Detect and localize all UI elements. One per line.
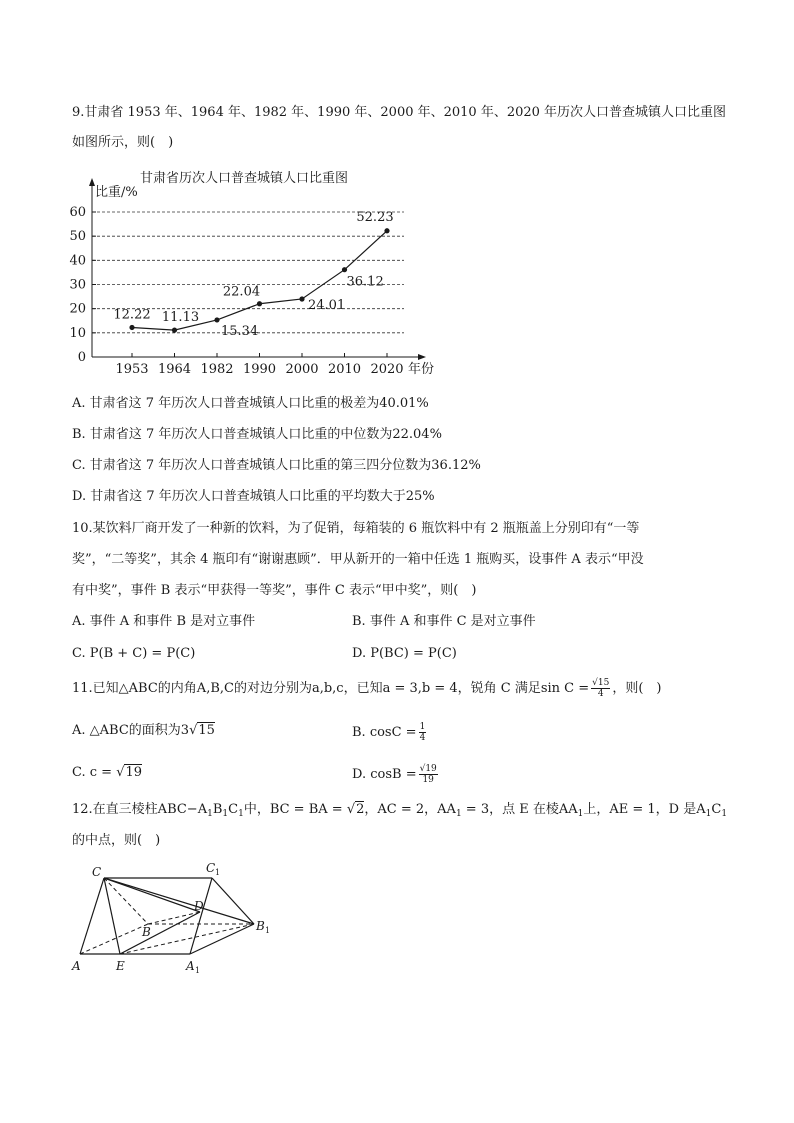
q11-option-d-num: √19 [419,764,437,774]
data-label-2020: 52.23 [356,209,394,225]
q12-sub-2: 1 [222,809,229,819]
q11-stem-frac-num: √15 [592,678,610,688]
q11-option-c-text: C. c = [72,765,113,780]
q10-stem-line1: 10.某饮料厂商开发了一种新的饮料，为了促销，每箱装的 6 瓶饮料中有 2 瓶瓶盖上分别印有“一等 [72,521,640,536]
q10-option-a: A. 事件 A 和事件 B 是对立事件 [72,614,256,629]
q12-text-2: 中，BC = BA = [243,802,343,817]
q11-option-c-radicand: 19 [125,765,143,780]
q12-stem-line2: 的中点，则( ) [72,833,161,848]
q12-text-6: C [711,802,722,817]
edge-a1-b1 [190,924,254,954]
data-point-2010 [342,267,347,272]
y-axis-arrow [89,178,95,186]
q11-option-c: C. c = √19 [72,765,143,780]
x-tick-label-2020: 2020 [370,362,404,377]
x-tick-label-2010: 2010 [327,362,362,377]
y-tick-label-40: 40 [69,253,86,269]
x-tick-label-1990: 1990 [242,362,277,377]
x-tick-label-1982: 1982 [200,362,234,377]
x-axis-label: 年份 [408,362,435,377]
data-label-1953: 12.22 [113,307,151,323]
data-label-2010: 36.12 [346,274,384,290]
q11-stem-text: 11.已知△ABC的内角A,B,C的对边分别为a,b,c，已知a = 3,b = 4，锐角 C 满足sin C = [72,681,590,696]
q12-text-3: ，AC = 2，AA [364,802,456,817]
y-tick-label-50: 50 [69,229,86,245]
x-tick-label-1964: 1964 [157,362,192,377]
q10-option-b: B. 事件 A 和事件 C 是对立事件 [352,614,536,629]
q11-stem-fraction [591,678,610,699]
q9-option-c: C. 甘肃省这 7 年历次人口普查城镇人口比重的第三四分位数为36.12% [72,458,481,473]
q12-text-c: C [228,802,239,817]
y-tick-label-10: 10 [69,325,86,341]
data-label-1982: 15.34 [221,323,259,339]
q11-option-b-num: 1 [419,722,426,732]
q9-stem-line1: 9.甘肃省 1953 年、1964 年、1982 年、1990 年、2000 年、2010 年、2020 年历次人口普查城镇人口比重图 [72,105,727,120]
q12-text-b: B [212,802,223,817]
y-tick-label-30: 30 [69,277,86,293]
q11-stem-tail: ，则( ) [612,681,662,696]
q11-stem [72,678,662,699]
q11-option-d-text: D. cosB = [352,767,417,782]
q12-text-4: = 3，点 E 在棱AA [461,802,578,817]
data-point-1990 [257,301,262,306]
data-point-2000 [299,296,304,301]
y-tick-label-0: 0 [77,350,86,365]
q12-text-5: 上，AE = 1，D 是A [583,802,706,817]
q11-option-b-fraction [419,722,427,743]
q11-option-b-text: B. cosC = [352,725,417,740]
q12-text-1: 12.在直三棱柱ABC−A [72,802,208,817]
label-e: E [116,959,125,973]
y-axis-label: 比重/% [95,185,138,200]
data-label-2000: 24.01 [308,297,346,313]
edge-c-a [80,878,104,954]
label-d: D [194,899,204,913]
q10-option-c: C. P(B + C) = P(C) [72,646,196,661]
prism-figure [68,860,288,980]
q10-stem-line2: 奖”，“二等奖”，其余 4 瓶印有“谢谢惠顾”．甲从新开的一箱中任选 1 瓶购买，设事件 A 表示“甲没 [72,552,644,567]
data-point-2020 [384,228,389,233]
edge-c-d [104,878,200,912]
label-a: A [72,959,81,973]
edge-e-d [120,912,200,954]
y-tick-label-20: 20 [69,301,86,317]
hidden-edge-e-b1 [120,924,254,954]
data-point-1953 [129,325,134,330]
q12-sub-5: 1 [577,809,584,819]
data-label-1990: 22.04 [222,284,261,300]
label-c1-sub: 1 [215,868,221,877]
series-line [132,231,387,330]
label-b1-sub: 1 [265,926,271,935]
hidden-edge-b-d [148,912,200,924]
data-point-1964 [172,328,177,333]
q11-option-a-radicand: 15 [198,723,215,738]
label-c1: C [206,861,216,875]
q12-stem-line1: 12.在直三棱柱$ABC-A_1B_1C_1$中，BC = BA = √2，AC = 2，$AA_1 = 3$，点 E 在棱$AA_1$上，AE = 1，D 是$A_1C_1$ [72,802,728,819]
q11-stem-frac-den: 4 [597,689,604,699]
hidden-edge-a-b [80,924,148,954]
chart-title: 甘肃省历次人口普查城镇人口比重图 [140,171,349,186]
x-tick-label-2000: 2000 [285,362,319,377]
x-axis-arrow [418,354,426,360]
label-c: C [92,865,102,879]
q11-option-a: A. △ABC的面积为3√15 [72,723,215,738]
q9-stem-line2: 如图所示，则( ) [72,135,174,150]
q9-option-d: D. 甘肃省这 7 年历次人口普查城镇人口比重的平均数大于25% [72,489,435,504]
q11-option-d-den: 19 [422,775,434,785]
y-tick-label-60: 60 [69,205,86,220]
label-a1-sub: 1 [195,966,201,975]
q12-sub-7: 1 [721,809,728,819]
q12-sub-1: 1 [207,809,213,819]
q10-option-d: D. P(BC) = P(C) [352,646,457,661]
q11-option-b [352,722,428,743]
label-b: B [142,925,151,939]
label-a1: A [186,959,195,973]
q12-sub-6: 1 [705,809,712,819]
x-tick-label-1953: 1953 [115,362,149,377]
q9-option-b: B. 甘肃省这 7 年历次人口普查城镇人口比重的中位数为22.04% [72,427,442,442]
data-point-1982 [214,317,219,322]
q12-radicand: 2 [356,802,365,817]
q11-option-d [352,764,440,785]
label-b1: B [256,919,265,933]
q9-option-a: A. 甘肃省这 7 年历次人口普查城镇人口比重的极差为40.01% [72,396,429,411]
q11-option-a-text: A. △ABC的面积为3 [72,723,190,738]
q10-stem-line3: 有中奖”，事件 B 表示“甲获得一等奖”，事件 C 表示“甲中奖”，则( ) [72,583,477,598]
q12-sub-4: 1 [455,809,462,819]
q12-sub-3: 1 [238,809,244,819]
q11-option-b-den: 4 [419,733,426,743]
data-label-1964: 11.13 [161,310,200,326]
q11-option-d-fraction [419,764,438,785]
